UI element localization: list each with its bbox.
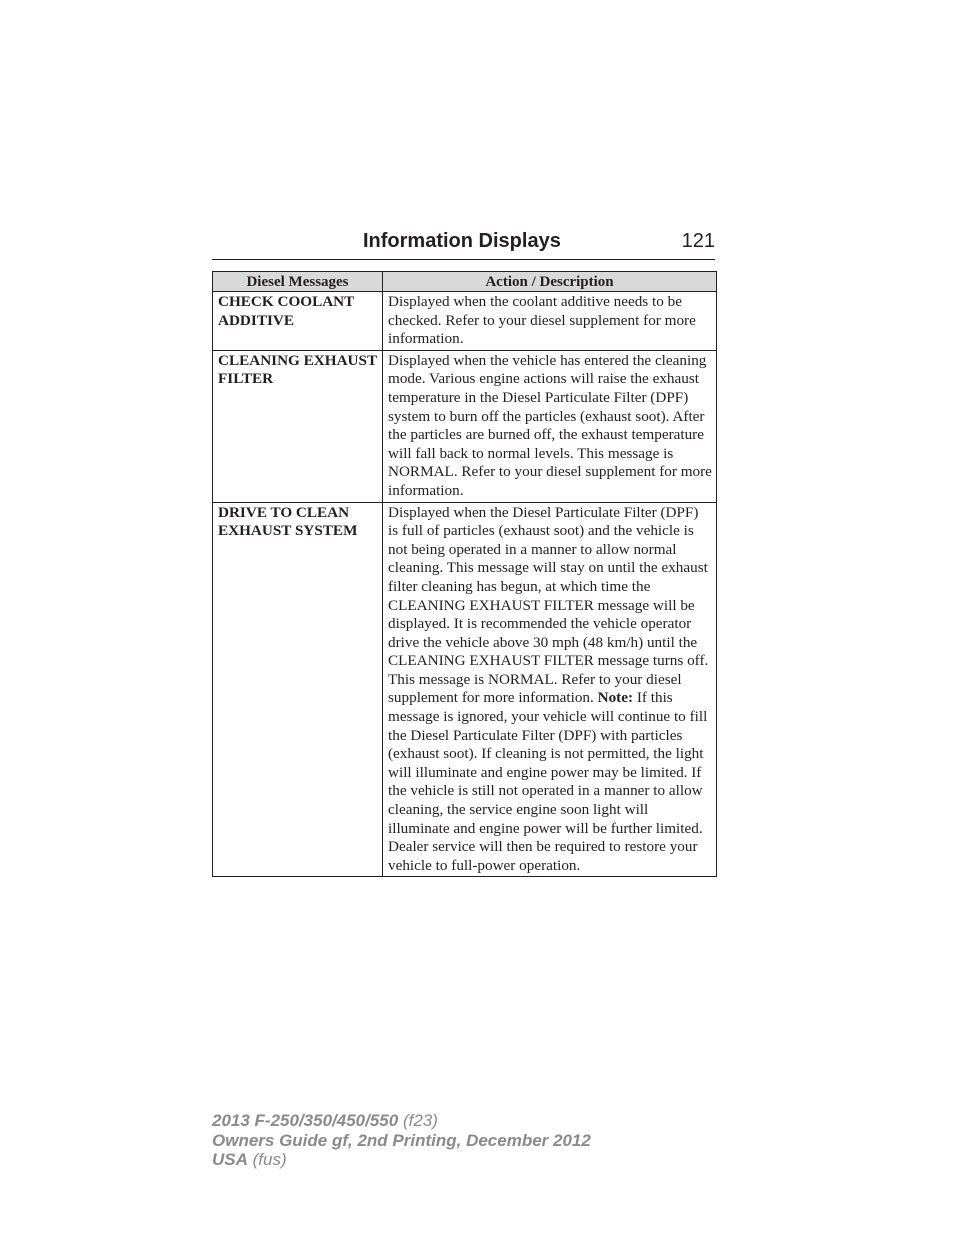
column-header-description: Action / Description	[383, 272, 717, 292]
message-description: Displayed when the coolant additive needs to be checked. Refer to your diesel supplement for more information.	[383, 292, 717, 351]
footer-model: 2013 F-250/350/450/550	[212, 1111, 399, 1130]
message-name: CLEANING EXHAUST FILTER	[213, 350, 383, 502]
message-description: Displayed when the vehicle has entered the cleaning mode. Various engine actions will raise the exhaust temperature in the Diesel Particulate Filter (DPF) system to burn off the particles (exhaust soot). After the particles are burned off, the exhaust temperature will fall back to normal levels. This message is NORMAL. Refer to your diesel supplement for more information.	[383, 350, 717, 502]
message-name: DRIVE TO CLEAN EXHAUST SYSTEM	[213, 502, 383, 877]
message-name: CHECK COOLANT ADDITIVE	[213, 292, 383, 351]
section-title: Information Displays	[363, 230, 561, 252]
footer-region-code: (fus)	[247, 1150, 287, 1169]
footer-line-model	[212, 1111, 591, 1131]
footer-line-region	[212, 1150, 591, 1170]
page-number: 121	[681, 230, 715, 252]
diesel-messages-table	[212, 271, 717, 877]
description-text: Displayed when the Diesel Particulate Filter (DPF) is full of particles (exhaust soot) and the vehicle is not being operated in a manner to allow normal cleaning. This message will stay on until the exhaust filter cleaning has begun, at which time the CLEANING EXHAUST FILTER message will be displayed. It is recommended the vehicle operator drive the vehicle above 30 mph (48 km/h) until the CLEANING EXHAUST FILTER message turns off. This message is NORMAL. Refer to your diesel supplement for more information.	[388, 503, 709, 707]
footer-region: USA	[212, 1150, 248, 1169]
page-header	[212, 229, 715, 260]
footer-line-guide	[212, 1131, 591, 1151]
note-label: Note:	[597, 689, 634, 707]
footer-guide: Owners Guide gf, 2nd Printing, December 2012	[212, 1130, 591, 1150]
column-header-messages: Diesel Messages	[213, 272, 383, 292]
note-text: If this message is ignored, your vehicle will continue to fill the Diesel Particulate Filter (DPF) with particles (exhaust soot). If cleaning is not permitted, the light will illuminate and engine power may be limited. If the vehicle is still not operated in a manner to allow cleaning, the service engine soon light will illuminate and engine power will be further limited. Dealer service will then be required to restore your vehicle to full-power operation.	[388, 689, 708, 874]
message-description	[383, 502, 717, 877]
table-row	[213, 350, 717, 502]
table-row	[213, 502, 717, 877]
table-header-row	[213, 272, 717, 292]
footer-model-code: (f23)	[398, 1111, 438, 1130]
page-footer	[212, 1111, 591, 1170]
table-row	[213, 292, 717, 351]
